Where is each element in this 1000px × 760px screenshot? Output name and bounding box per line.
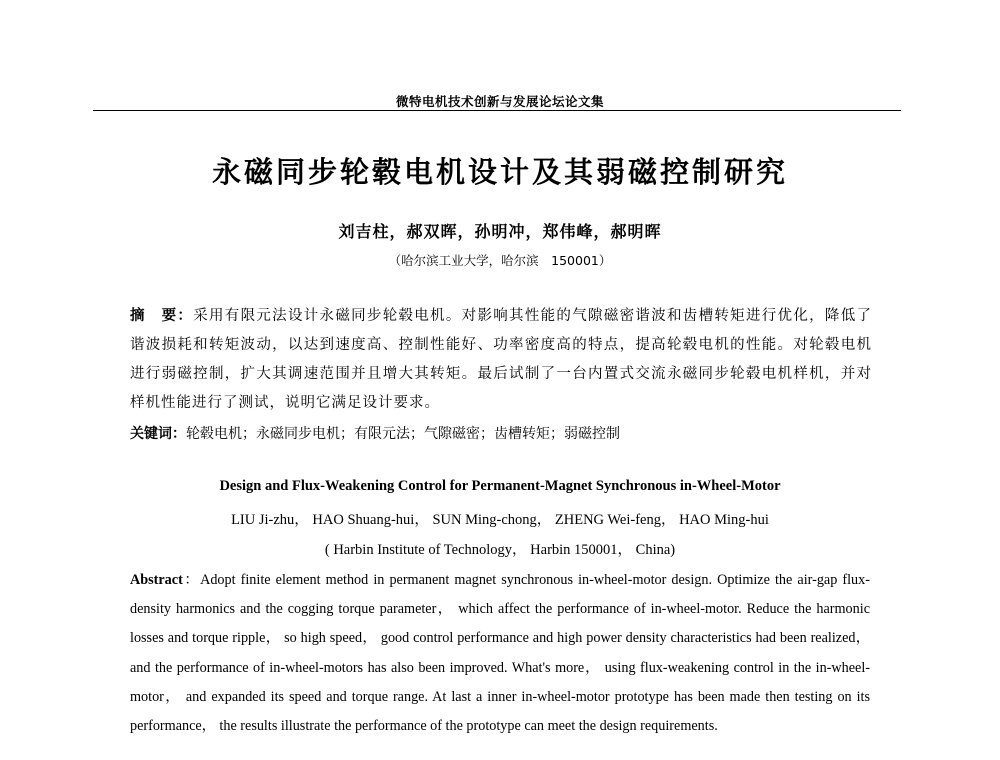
abstract-label-cn: 摘 要： [130, 308, 194, 324]
paper-title-en: Design and Flux-Weakening Control for Permanent-Magnet Synchronous in-Wheel-Motor [219, 478, 781, 494]
header-rule [93, 110, 901, 111]
abstract-text-en: Adopt finite element method in permanent magnet synchronous in-wheel-motor design. Optimize the air-gap flux-density harmonics and the cogging torque parameter， which affect the performance of in-wheel-motor. Reduce the harmonic losses and torque ripple， so high speed， good control performance and high power density characteristics had been realized， and the performance of in-wheel-motors has also been improved. What's more， using flux-weakening control in the in-wheel-motor， and expanded its speed and torque range. At last a inner in-wheel-motor prototype has been made then testing on its performance， the results illustrate the performance of the prototype can meet the design requirements. [130, 572, 870, 735]
paper-title-cn: 永磁同步轮毂电机设计及其弱磁控制研究 [211, 155, 788, 189]
abstract-text-cn: 采用有限元法设计永磁同步轮毂电机。对影响其性能的气隙磁密谐波和齿槽转矩进行优化，降低了谐波损耗和转矩波动，以达到速度高、控制性能好、功率密度高的特点，提高轮毂电机的性能。对轮毂电机进行弱磁控制，扩大其调速范围并且增大其转矩。最后试制了一台内置式交流永磁同步轮毂电机样机，并对样机性能进行了测试，说明它满足设计要求。 [130, 308, 873, 411]
keywords-cn [130, 420, 872, 449]
authors-en: LIU Ji-zhu， HAO Shuang-hui， SUN Ming-chong， ZHENG Wei-feng， HAO Ming-hui [231, 512, 769, 528]
keywords-text-cn: 轮毂电机；永磁同步电机；有限元法；气隙磁密；齿槽转矩；弱磁控制 [186, 426, 620, 442]
abstract-label-en: Abstract [130, 572, 183, 588]
keywords-label-cn: 关键词： [130, 426, 186, 442]
abstract-cn [130, 302, 872, 418]
affiliation-en: ( Harbin Institute of Technology， Harbin 150001， China) [324, 542, 676, 558]
abstract-colon-en: ： [182, 572, 201, 588]
running-header: 微特电机技术创新与发展论坛论文集 [395, 94, 604, 109]
authors-cn: 刘吉柱，郝双晖，孙明冲，郑伟峰，郝明晖 [338, 222, 662, 241]
affiliation-cn: （哈尔滨工业大学，哈尔滨 150001） [388, 253, 612, 268]
abstract-en [130, 566, 870, 741]
